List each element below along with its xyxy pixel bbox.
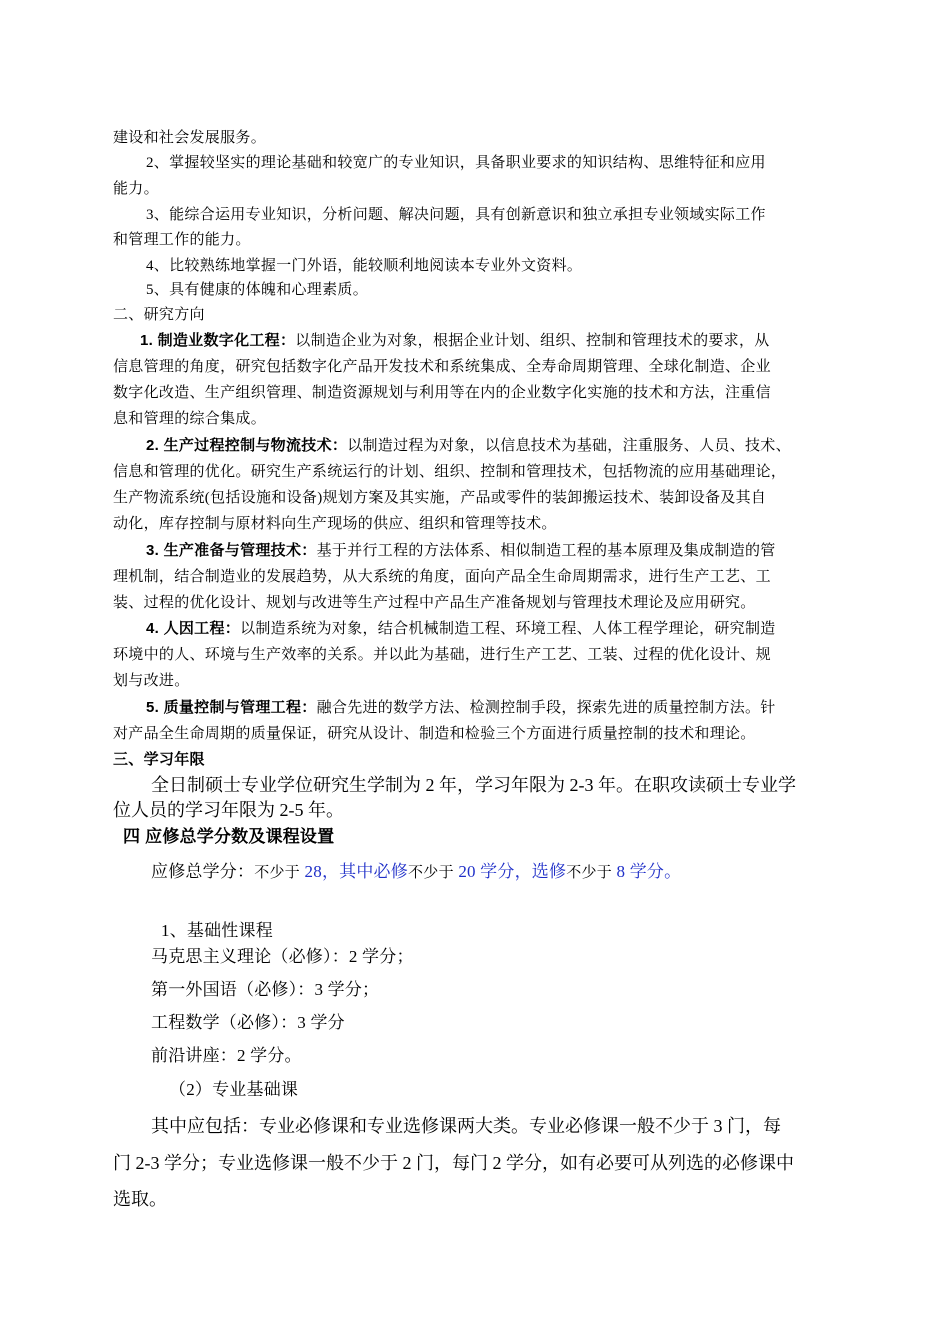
direction-3-title: 3. 生产准备与管理技术： <box>146 542 317 559</box>
section-heading-research: 二、研究方向 <box>113 307 205 323</box>
direction-4-line-1: 4. 人因工程：以制造系统为对象，结合机械制造工程、环境工程、人体工程学理论，研究制造 <box>146 620 776 637</box>
duration-line-2: 位人员的学习年限为 2-5 年。 <box>113 800 344 820</box>
direction-2-line-2: 信息和管理的优化。研究生产系统运行的计划、组织、控制和管理技术，包括物流的应用基础理论， <box>113 464 787 480</box>
objective-item-4: 4、比较熟练地掌握一门外语，能较顺利地阅读本专业外文资料。 <box>146 258 583 274</box>
duration-line-1: 全日制硕士专业学位研究生学制为 2 年，学习年限为 2-3 年。在职攻读硕士专业学 <box>151 775 796 795</box>
direction-5-line-2: 对产品全生命周期的质量保证，研究从设计、制造和检验三个方面进行质量控制的技术和理论。 <box>113 726 756 742</box>
section-heading-credits: 四 应修总学分数及课程设置 <box>123 827 335 846</box>
professional-courses-line-2: 门 2-3 学分；专业选修课一般不少于 2 门，每门 2 学分，如有必要可从列选的必修课中 <box>113 1153 794 1173</box>
direction-4-line-2: 环境中的人、环境与生产效率的关系。并以此为基础，进行生产工艺、工装、过程的优化设计、规 <box>113 647 771 663</box>
basic-course-item: 第一外国语（必修）：3 学分； <box>151 980 380 999</box>
direction-1-title: 1. 制造业数字化工程： <box>140 332 296 349</box>
direction-3-line-2: 理机制，结合制造业的发展趋势，从大系统的角度，面向产品全生命周期需求，进行生产工艺、工 <box>113 569 771 585</box>
objective-item-2-line-2: 能力。 <box>113 181 159 197</box>
direction-2-title: 2. 生产过程控制与物流技术： <box>146 437 348 454</box>
direction-3-line-3: 装、过程的优化设计、规划与改进等生产过程中产品生产准备规划与管理技术理论及应用研究。 <box>113 595 756 611</box>
basic-courses-heading: 1、基础性课程 <box>161 921 273 940</box>
direction-4-title: 4. 人因工程： <box>146 620 241 637</box>
direction-1-line-4: 息和管理的综合集成。 <box>113 411 267 427</box>
objective-item-3-line-1: 3、能综合运用专业知识，分析问题、解决问题，具有创新意识和独立承担专业领域实际工作 <box>146 207 766 223</box>
direction-3-line-1: 3. 生产准备与管理技术：基于并行工程的方法体系、相似制造工程的基本原理及集成制造的管 <box>146 542 776 559</box>
direction-5-line-1: 5. 质量控制与管理工程：融合先进的数学方法、检测控制手段，探索先进的质量控制方法。针 <box>146 699 776 716</box>
section-heading-duration: 三、学习年限 <box>113 751 205 768</box>
objective-item-2-line-1: 2、掌握较坚实的理论基础和较宽广的专业知识，具备职业要求的知识结构、思维特征和应用 <box>146 155 766 171</box>
direction-1-line-3: 数字化改造、生产组织管理、制造资源规划与利用等在内的企业数字化实施的技术和方法，注重信 <box>113 385 771 401</box>
objective-item-3-line-2: 和管理工作的能力。 <box>113 232 251 248</box>
direction-1-line-1: 1. 制造业数字化工程：以制造企业为对象，根据企业计划、组织、控制和管理技术的要求，从 <box>140 332 770 349</box>
direction-4-line-3: 划与改进。 <box>113 673 190 689</box>
professional-courses-line-3: 选取。 <box>113 1189 167 1209</box>
basic-course-item: 马克思主义理论（必修）：2 学分； <box>151 947 414 966</box>
direction-2-line-3: 生产物流系统(包括设施和设备)规划方案及其实施，产品或零件的装卸搬运技术、装卸设备及其自 <box>113 490 767 506</box>
basic-course-item: 前沿讲座：2 学分。 <box>151 1046 302 1065</box>
direction-2-line-1: 2. 生产过程控制与物流技术：以制造过程为对象，以信息技术为基础，注重服务、人员、技术、 <box>146 437 791 454</box>
basic-course-item: 工程数学（必修）：3 学分 <box>151 1013 345 1032</box>
professional-courses-line-1: 其中应包括：专业必修课和专业选修课两大类。专业必修课一般不少于 3 门，每 <box>151 1116 781 1136</box>
direction-5-title: 5. 质量控制与管理工程： <box>146 699 317 716</box>
objective-item-5: 5、具有健康的体魄和心理素质。 <box>146 282 369 298</box>
total-credits-line: 应修总学分：不少于 28，其中必修不少于 20 学分，选修不少于 8 学分。 <box>151 862 682 881</box>
professional-courses-heading: （2）专业基础课 <box>169 1080 299 1099</box>
direction-1-line-2: 信息管理的角度，研究包括数字化产品开发技术和系统集成、全寿命周期管理、全球化制造、企业 <box>113 359 771 375</box>
objective-line-continued: 建设和社会发展服务。 <box>113 130 267 146</box>
direction-2-line-4: 动化，库存控制与原材料向生产现场的供应、组织和管理等技术。 <box>113 516 557 532</box>
